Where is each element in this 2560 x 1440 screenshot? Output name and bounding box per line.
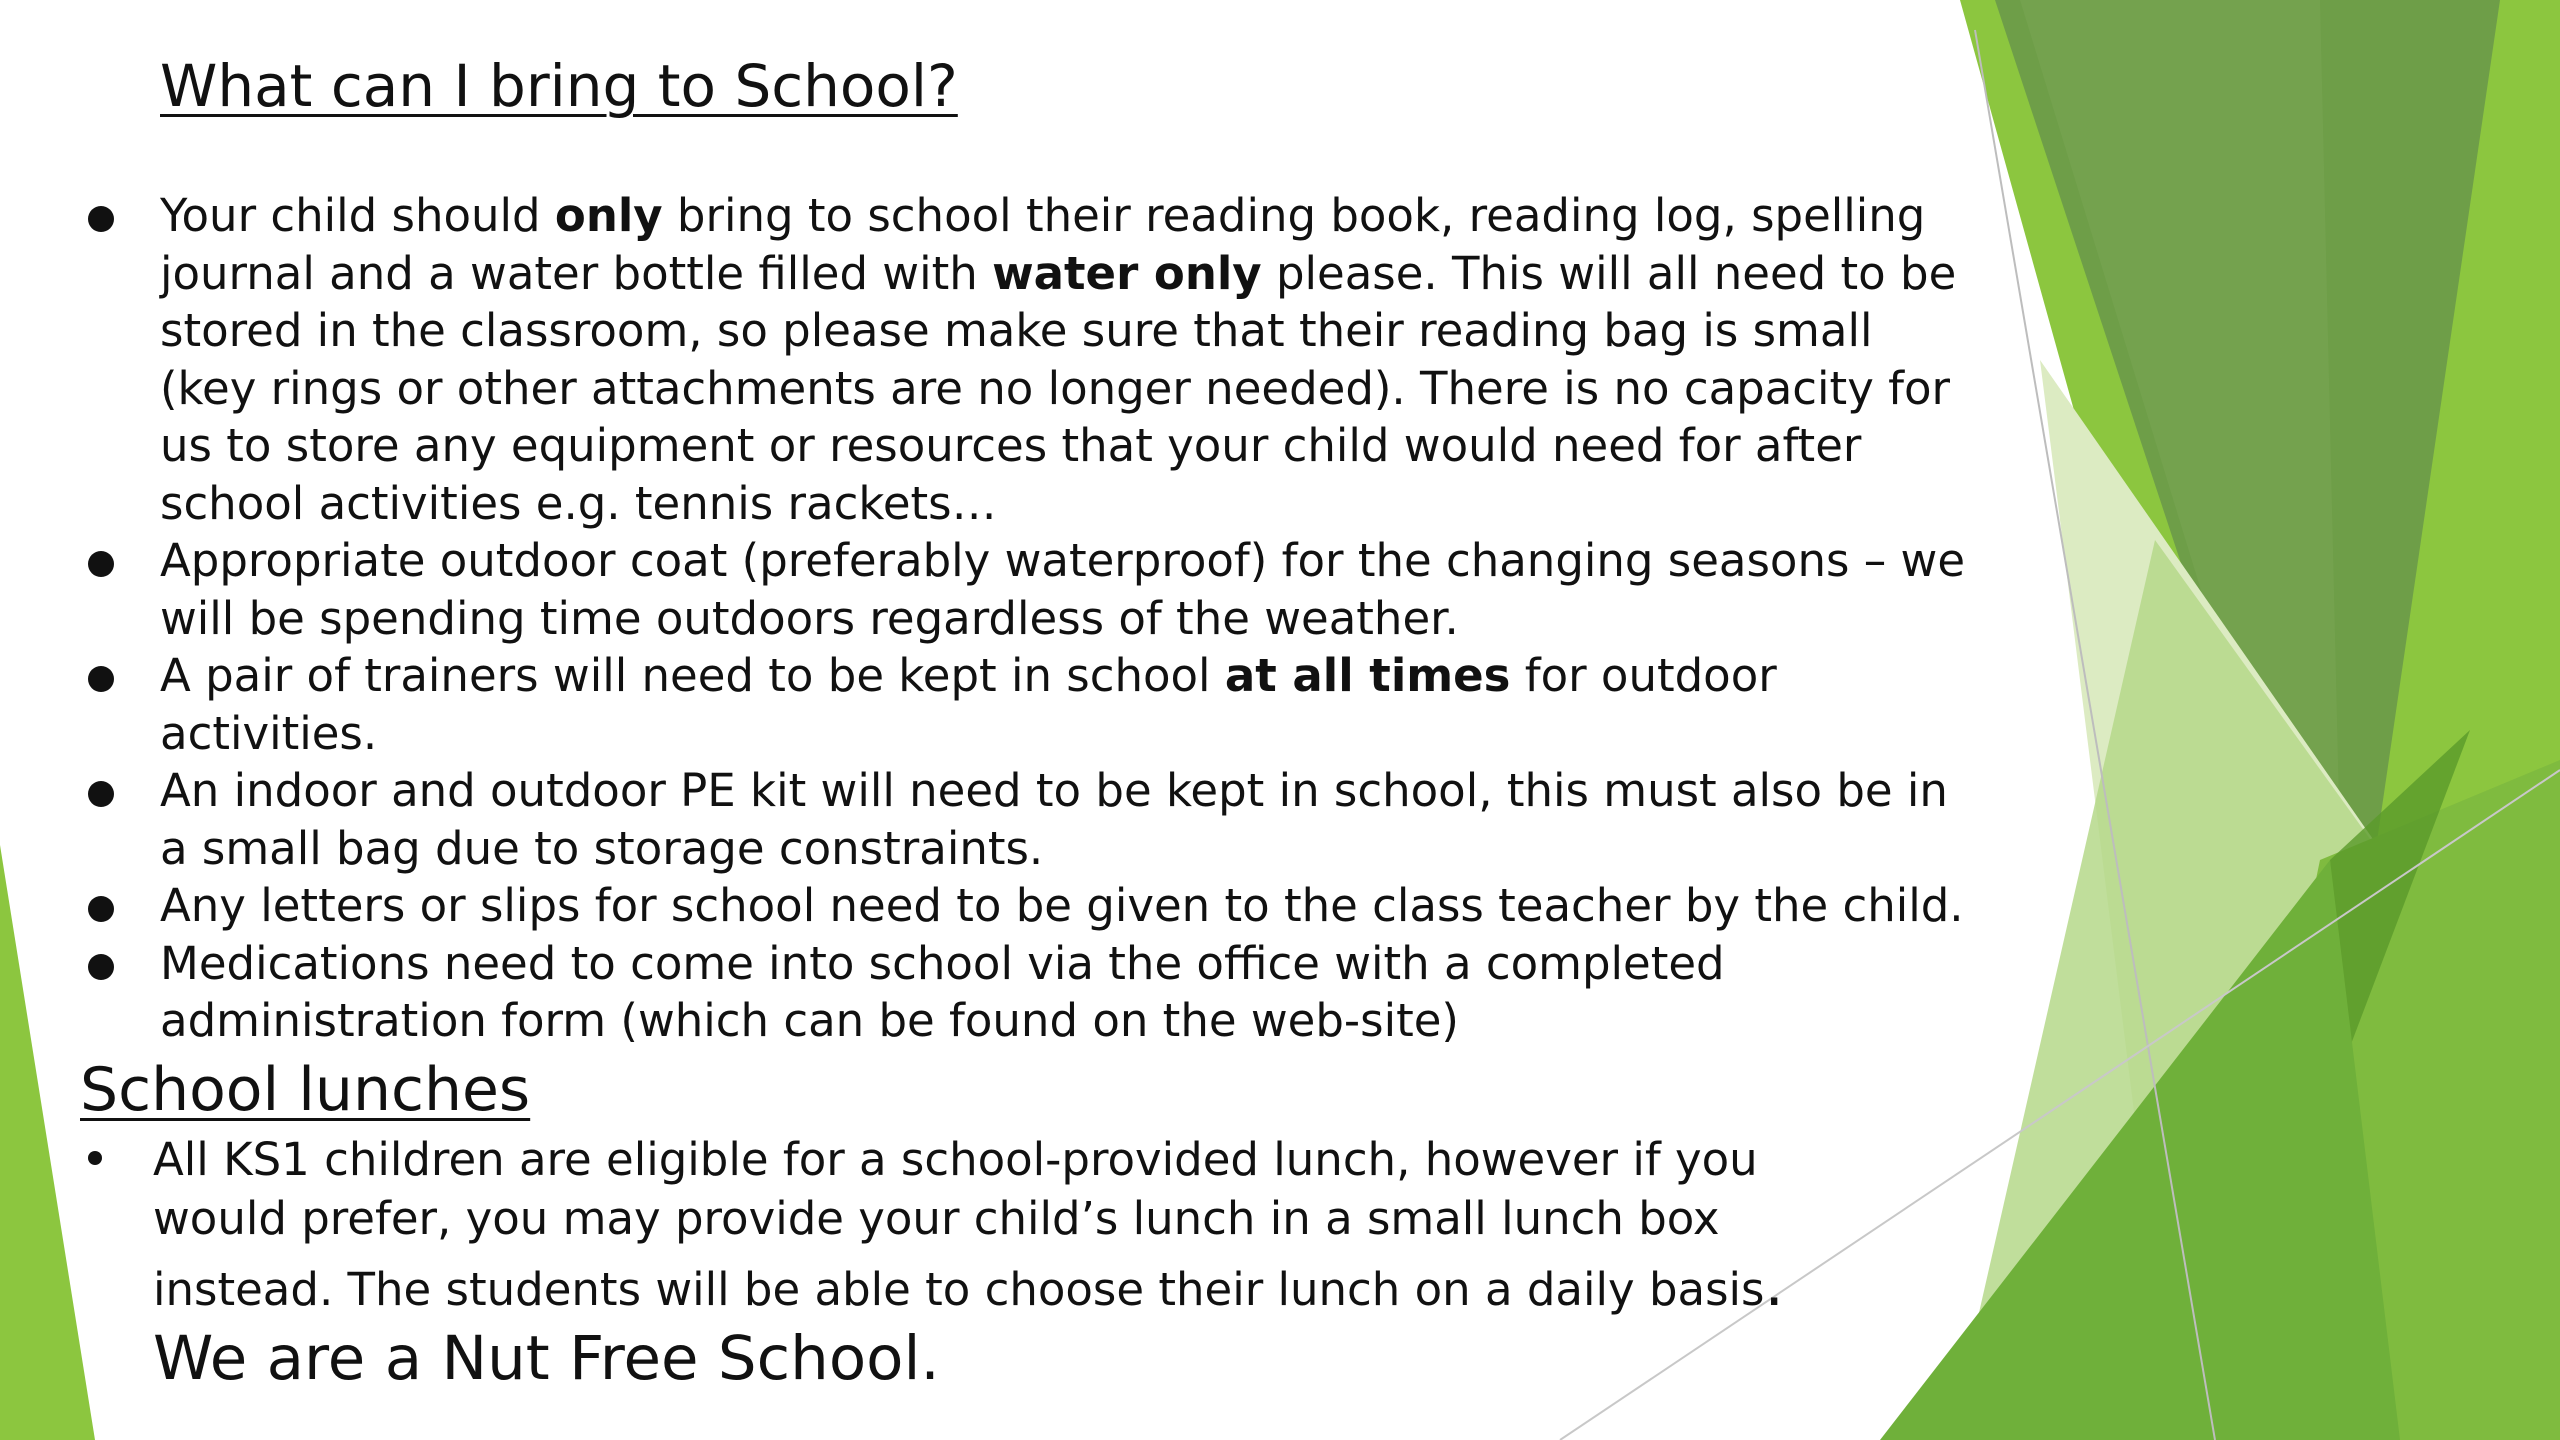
list-item-medications: Medications need to come into school via the office with a completed administration form (which can be found on the web-site) [80, 935, 1980, 1050]
bring-to-school-list [80, 187, 1980, 1050]
section-title-what-can-i-bring: What can I bring to School? [160, 52, 958, 120]
list-item-reading-book: Your child should only bring to school their reading book, reading log, spelling journal and a water bottle filled with water only please. This will all need to be stored in the classroom, so please make sure that their reading bag is small (key rings or other attachments are no longer needed). There is no capacity for us to store any equipment or resources that your child would need for after school activities e.g. tennis rackets… [80, 187, 1980, 532]
list-item-trainers: A pair of trainers will need to be kept in school at all times for outdoor activities. [80, 647, 1980, 762]
list-item-letters: Any letters or slips for school need to be given to the class teacher by the child. [80, 877, 1980, 935]
school-lunches-list [80, 1130, 1880, 1396]
section-title-school-lunches: School lunches [80, 1055, 531, 1125]
list-item-lunch: All KS1 children are eligible for a school-provided lunch, however if you would prefer, you may provide your child’s lunch in a small lunch box instead. The students will be able to choose their lunch on a daily basis. We are a Nut Free School. [80, 1130, 1880, 1396]
nut-free-emphasis: . We are a Nut Free School. [153, 1249, 1784, 1394]
list-item-pe-kit: An indoor and outdoor PE kit will need to be kept in school, this must also be in a small bag due to storage constraints. [80, 762, 1980, 877]
list-item-outdoor-coat: Appropriate outdoor coat (preferably waterproof) for the changing seasons – we will be spending time outdoors regardless of the weather. [80, 532, 1980, 647]
